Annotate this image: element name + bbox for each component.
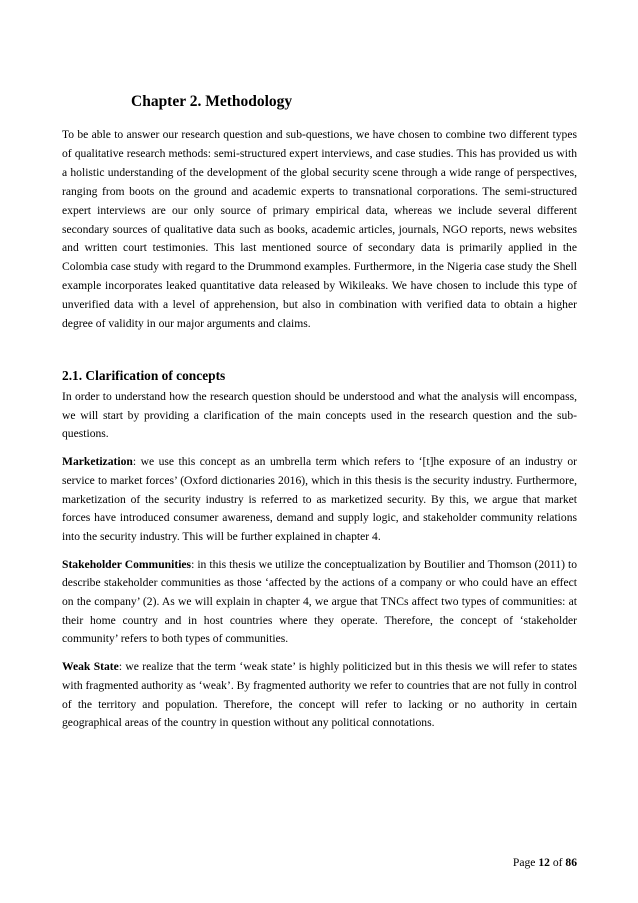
concept-weak-state (62, 658, 577, 733)
concept-stakeholder-communities (62, 556, 577, 650)
chapter-intro-paragraph: To be able to answer our research question and sub-questions, we have chosen to combine two different types of qualitative research methods: semi-structured expert interviews, and case studies. This has provided us with a holistic understanding of the development of the global security scene through a wide range of perspectives, ranging from boots on the ground and academic experts to transnational corporations. The semi-structured expert interviews are our only source of primary empirical data, whereas we include several different secondary sources of qualitative data such as books, academic articles, journals, NGO reports, news websites and written court testimonies. This last mentioned source of secondary data is primarily applied in the Colombia case study with regard to the Drummond examples. Furthermore, in the Nigeria case study the Shell example incorporates leaked quantitative data released by Wikileaks. We have chosen to include this type of unverified data with a level of apprehension, but also in combination with verified data to obtain a higher degree of validity in our major arguments and claims. (62, 128, 577, 331)
concept-term: Weak State (62, 660, 119, 674)
document-page (62, 0, 577, 903)
concept-term: Stakeholder Communities (62, 557, 192, 571)
of-label: of (552, 856, 563, 869)
page-number: 12 (538, 856, 550, 869)
concept-definition: : we realize that the term ‘weak state’ is highly politicized but in this thesis we will refer to states with fragmented authority as ‘weak’. By fragmented authority we refer to countries that are not fully in control of the territory and population. Therefore, the concept will refer to lacking or no authority in certain geographical areas of the country in question without any political connotations. (62, 660, 577, 730)
page-label: Page (512, 856, 536, 869)
chapter-title: Chapter 2. Methodology (131, 93, 293, 110)
page-footer (513, 856, 577, 869)
section-body (62, 388, 577, 742)
total-pages: 86 (565, 856, 577, 869)
concept-definition: : in this thesis we utilize the conceptualization by Boutilier and Thomson (2011) to describe stakeholder communities as those ‘affected by the actions of a company or who could have an effect on the company’ (2). As we will explain in chapter 4, we argue that TNCs affect two types of communities: at their home country and in host countries where they operate. Therefore, the concept of ‘stakeholder community’ refers to both types of communities. (62, 557, 577, 646)
concept-definition: : we use this concept as an umbrella term which refers to ‘[t]he exposure of an industry or service to market forces’ (Oxford dictionaries 2016), which in this thesis is the security industry. Furthermore, marketization of the security industry is referred to as marketized security. By this, we argue that market forces have introduced consumer awareness, demand and supply logic, and stakeholder community relations into the security industry. This will be further explained in chapter 4. (62, 455, 577, 543)
section-heading: 2.1. Clarification of concepts (62, 368, 226, 383)
section-intro-paragraph: In order to understand how the research question should be understood and what the analysis will encompass, we will start by providing a clarification of the main concepts used in the research question and the sub-questions. (62, 390, 577, 441)
concept-marketization (62, 453, 577, 547)
concept-term: Marketization (62, 455, 133, 469)
